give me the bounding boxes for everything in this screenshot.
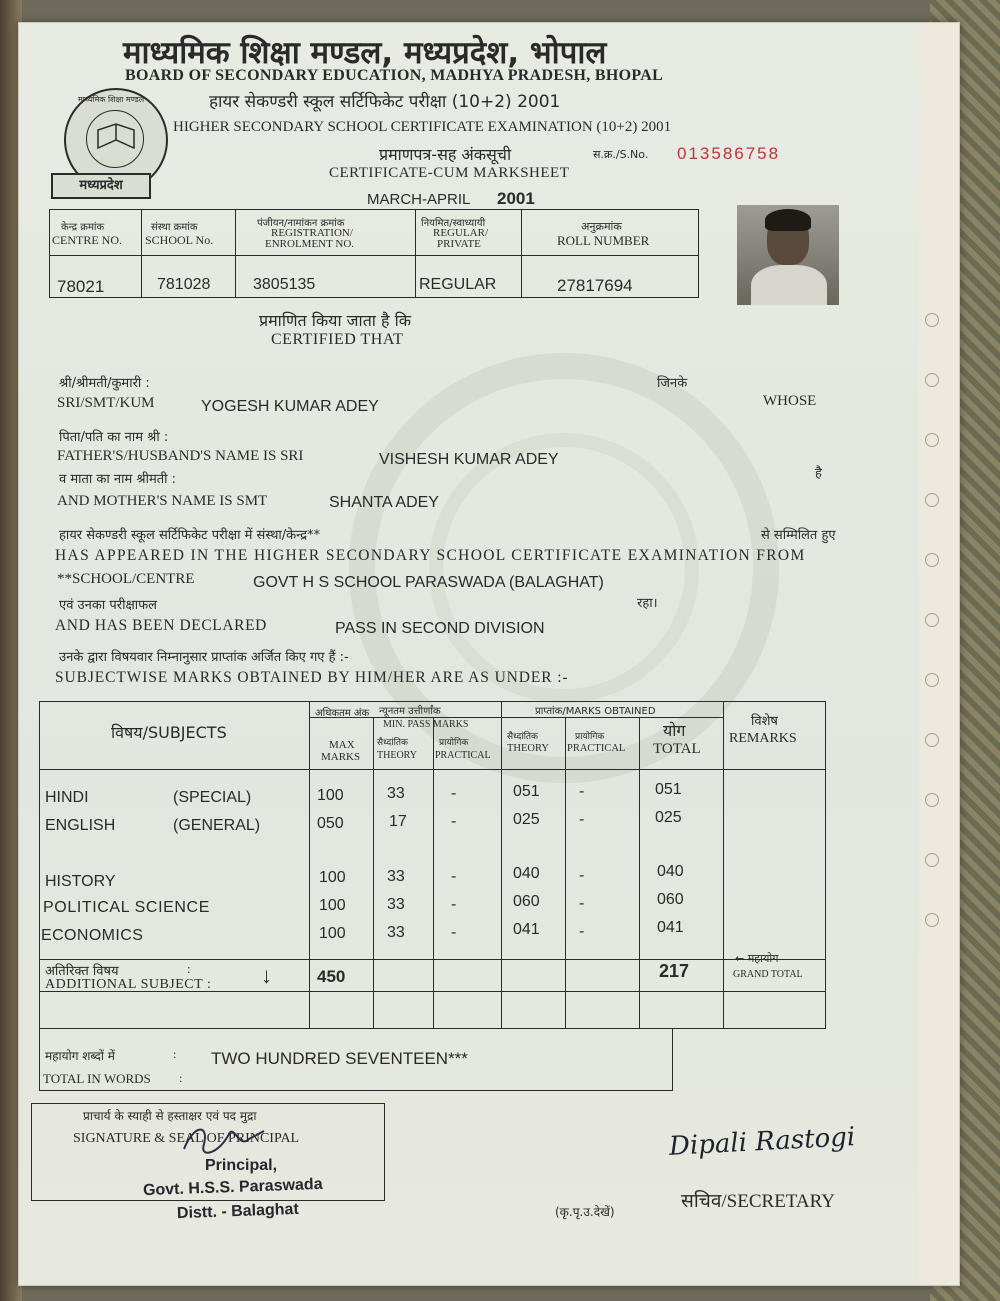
mother-name-label: AND MOTHER'S NAME IS SMT — [57, 493, 268, 509]
binder-hole — [959, 1013, 960, 1027]
name-label-hindi: श्री/श्रीमती/कुमारी : — [59, 376, 150, 391]
registration-label-hi: पंजीयन/नामांकन क्रमांक — [257, 218, 345, 229]
subject-name: HINDI — [45, 789, 89, 806]
marks-col-sep — [639, 717, 640, 1029]
perforation-hole — [925, 553, 939, 567]
result-value: PASS IN SECOND DIVISION — [335, 620, 545, 637]
principal-label: SIGNATURE & SEAL OF PRINCIPAL — [73, 1131, 300, 1146]
private-label: PRIVATE — [437, 238, 481, 250]
exam-title-english: HIGHER SECONDARY SCHOOL CERTIFICATE EXAMINATION (10+2) 2001 — [173, 119, 672, 135]
watermark-seal-inner — [429, 433, 699, 703]
is-hindi: है — [815, 466, 822, 481]
board-title-english: BOARD OF SECONDARY EDUCATION, MADHYA PRADESH, BHOPAL — [125, 67, 664, 84]
min-theory: 33 — [387, 868, 405, 885]
perforation-hole — [925, 733, 939, 747]
exam-title-hindi: हायर सेकण्डरी स्कूल सर्टिफिकेट परीक्षा (10+2) 2001 — [209, 92, 561, 112]
appeared-hindi: हायर सेकण्डरी स्कूल सर्टिफिकेट परीक्षा में संस्था/केन्द्र** — [59, 528, 321, 543]
max-marks: 100 — [317, 787, 344, 804]
min-practical: - — [451, 785, 457, 802]
doc-title-hindi: प्रमाणपत्र-सह अंकसूची — [379, 145, 512, 164]
max-marks: 100 — [319, 897, 346, 914]
total-words-colon-2: : — [179, 1071, 183, 1085]
info-col-sep — [415, 209, 416, 298]
additional-subject-label: ADDITIONAL SUBJECT : — [45, 977, 212, 992]
info-table-divider — [49, 255, 699, 256]
doc-title-english: CERTIFICATE-CUM MARKSHEET — [329, 165, 570, 181]
obtained-theory: 051 — [513, 783, 540, 800]
min-practical: - — [451, 868, 457, 885]
marksheet-document — [18, 22, 960, 1286]
student-status-value: REGULAR — [419, 276, 497, 293]
name-label: SRI/SMT/KUM — [57, 395, 155, 411]
ob-theory-header: THEORY — [507, 743, 549, 754]
declared-label: AND HAS BEEN DECLARED — [55, 617, 267, 634]
max-marks: 050 — [317, 815, 344, 832]
info-col-sep — [141, 209, 142, 298]
obtained-practical: - — [579, 923, 585, 940]
obtained-practical: - — [579, 783, 585, 800]
candidate-name: YOGESH KUMAR ADEY — [201, 398, 379, 415]
min-theory: 33 — [387, 785, 405, 802]
raha-hindi: रहा। — [637, 596, 658, 611]
school-no-label: SCHOOL No. — [145, 233, 214, 247]
subject-total: 025 — [655, 809, 682, 826]
remarks-header-hi: विशेष — [751, 714, 778, 729]
min-pass-header: MIN. PASS MARKS — [383, 719, 469, 730]
total-words-colon-1: : — [173, 1047, 177, 1061]
centre-no-label: CENTRE NO. — [52, 233, 122, 247]
additional-subject-colon: : — [187, 961, 191, 976]
perforation-hole — [925, 673, 939, 687]
enrolment-label: ENROLMENT NO. — [265, 238, 355, 250]
photo-body — [751, 265, 827, 305]
total-header: TOTAL — [653, 741, 701, 757]
principal-label-hi: प्राचार्य के स्याही से हस्ताक्षर एवं पद मुद्रा — [83, 1109, 257, 1123]
marks-col-sep — [373, 717, 374, 1029]
whose-hindi: जिनके — [657, 376, 688, 391]
please-turn-over: (कृ.पृ.उ.देखें) — [555, 1205, 615, 1219]
ob-theory-header-hi: सैध्दांतिक — [507, 732, 538, 742]
subject-name: POLITICAL SCIENCE — [43, 899, 210, 916]
secretary-signature: Dipali Rastogi — [668, 1122, 856, 1162]
appeared-english: HAS APPEARED IN THE HIGHER SECONDARY SCHOOL CERTIFICATE EXAMINATION FROM — [55, 547, 806, 564]
marks-col-sep — [565, 717, 566, 1029]
perforation-hole — [925, 313, 939, 327]
total-words-label: TOTAL IN WORDS — [43, 1071, 151, 1086]
registration-no-value: 3805135 — [253, 276, 316, 293]
min-practical-header: PRACTICAL — [435, 750, 491, 761]
min-theory: 33 — [387, 896, 405, 913]
marks-obtained-header: प्राप्तांक/MARKS OBTAINED — [535, 706, 656, 717]
principal-stamp-line-3: Distt. - Balaghat — [176, 1200, 300, 1223]
subject-type: (SPECIAL) — [173, 789, 252, 806]
emblem-text: माध्यमिक शिक्षा मण्डल — [78, 95, 145, 104]
grand-total-label: GRAND TOTAL — [733, 969, 803, 980]
ob-practical-header-hi: प्रायोगिक — [575, 732, 605, 742]
subject-total: 040 — [657, 863, 684, 880]
marks-col-sep — [723, 701, 724, 1029]
exam-year: 2001 — [497, 189, 535, 208]
max-marks-total: 450 — [317, 967, 346, 986]
marks-subheader-divider — [309, 717, 723, 718]
total-words-label-hi: महायोग शब्दों में — [45, 1049, 115, 1063]
subject-total: 051 — [655, 781, 682, 798]
centre-no-label-hi: केन्द्र क्रमांक — [61, 222, 105, 233]
subject-type: (GENERAL) — [173, 817, 261, 834]
down-arrow-icon: ↓ — [261, 963, 272, 988]
subject-total: 041 — [657, 919, 684, 936]
grand-total-value: 217 — [659, 961, 690, 981]
result-hindi: एवं उनका परीक्षाफल — [59, 598, 157, 613]
obtained-theory: 041 — [513, 921, 540, 938]
marks-intro-english: SUBJECTWISE MARKS OBTAINED BY HIM/HER ARE AS UNDER :- — [55, 669, 569, 686]
father-name-label: FATHER'S/HUSBAND'S NAME IS SRI — [57, 448, 304, 464]
ob-practical-header: PRACTICAL — [567, 743, 626, 754]
max-marks-header-1: MAX — [329, 739, 355, 751]
marks-col-sep — [433, 717, 434, 1029]
subject-name: ECONOMICS — [41, 927, 144, 944]
min-theory: 33 — [387, 924, 405, 941]
max-marks-header-2: MARKS — [321, 751, 361, 763]
certified-english: CERTIFIED THAT — [271, 331, 404, 348]
total-header-hi: योग — [663, 721, 686, 740]
obtained-theory: 025 — [513, 811, 540, 828]
remarks-header: REMARKS — [729, 731, 797, 746]
roll-number-value: 27817694 — [557, 276, 633, 295]
regular-label-hi: नियमित/स्वाध्यायी — [421, 218, 486, 229]
registration-label: REGISTRATION/ — [271, 227, 353, 239]
info-col-sep — [521, 209, 522, 298]
min-theory: 17 — [389, 813, 407, 830]
min-practical: - — [451, 924, 457, 941]
subject-name: ENGLISH — [45, 817, 116, 834]
total-in-words-value: TWO HUNDRED SEVENTEEN*** — [211, 1049, 468, 1068]
photo-hair — [765, 209, 811, 231]
obtained-practical: - — [579, 895, 585, 912]
binder-hole — [959, 1193, 960, 1207]
perforation-hole — [925, 433, 939, 447]
marks-intro-hindi: उनके द्वारा विषयवार निम्नानुसार प्राप्तांक अर्जित किए गए हैं :- — [59, 650, 349, 665]
subjects-header: विषय/SUBJECTS — [111, 723, 227, 742]
serial-number-label: स.क्र./S.No. — [593, 148, 649, 161]
obtained-practical: - — [579, 867, 585, 884]
min-practical: - — [451, 813, 457, 830]
school-centre-label: **SCHOOL/CENTRE — [57, 571, 195, 587]
certified-hindi: प्रमाणित किया जाता है कि — [259, 311, 412, 330]
obtained-theory: 060 — [513, 893, 540, 910]
school-no-value: 781028 — [157, 276, 211, 293]
binder-hole — [959, 1073, 960, 1087]
perforation-hole — [925, 853, 939, 867]
book-icon — [96, 122, 136, 156]
max-marks: 100 — [319, 869, 346, 886]
roll-number-label: ROLL NUMBER — [557, 233, 650, 248]
secretary-label: सचिव/SECRETARY — [681, 1191, 835, 1212]
perforation-hole — [925, 613, 939, 627]
min-theory-header-hi: सैध्दांतिक — [377, 738, 408, 748]
subject-total: 060 — [657, 891, 684, 908]
candidate-photo — [737, 205, 839, 305]
appeared-hindi-right: से सम्मिलित हुए — [761, 528, 836, 543]
exam-session: MARCH-APRIL — [367, 191, 471, 208]
mother-label-hindi: व माता का नाम श्रीमती : — [59, 472, 177, 487]
min-practical: - — [451, 896, 457, 913]
principal-stamp-line-1: Principal, — [205, 1157, 278, 1174]
subject-name: HISTORY — [45, 873, 116, 890]
school-name: GOVT H S SCHOOL PARASWADA (BALAGHAT) — [253, 574, 604, 591]
info-col-sep — [235, 209, 236, 298]
marks-col-sep — [309, 701, 310, 1029]
principal-stamp-line-2: Govt. H.S.S. Paraswada — [142, 1175, 323, 1200]
additional-subject-label-hi: अतिरिक्त विषय — [45, 964, 119, 979]
min-practical-header-hi: प्रायोगिक — [439, 738, 469, 748]
emblem-banner: मध्यप्रदेश — [51, 173, 151, 199]
perforation-hole — [925, 913, 939, 927]
obtained-theory: 040 — [513, 865, 540, 882]
max-marks: 100 — [319, 925, 346, 942]
regular-label: REGULAR/ — [433, 227, 488, 239]
binder-hole — [959, 1133, 960, 1147]
min-pass-header-hi: न्यूनतम उत्तीर्णांक — [379, 706, 441, 717]
father-name: VISHESH KUMAR ADEY — [379, 451, 559, 468]
marks-col-sep — [501, 701, 502, 1029]
grand-total-label-hi: ← महायोग — [735, 952, 779, 965]
board-title-hindi: माध्यमिक शिक्षा मण्डल, मध्यप्रदेश, भोपाल — [123, 35, 607, 71]
whose-label: WHOSE — [763, 393, 817, 409]
obtained-practical: - — [579, 811, 585, 828]
perforation-hole — [925, 373, 939, 387]
roll-number-label-hi: अनुक्रमांक — [581, 220, 622, 233]
perforation-hole — [925, 793, 939, 807]
serial-number: 013586758 — [677, 144, 781, 163]
father-label-hindi: पिता/पति का नाम श्री : — [59, 430, 169, 445]
mother-name: SHANTA ADEY — [329, 494, 439, 511]
school-no-label-hi: संस्था क्रमांक — [151, 222, 198, 233]
max-marks-header-hi: अधिकतम अंक — [315, 708, 370, 719]
min-theory-header: THEORY — [377, 750, 417, 761]
centre-no-value: 78021 — [57, 277, 105, 296]
perforation-hole — [925, 493, 939, 507]
